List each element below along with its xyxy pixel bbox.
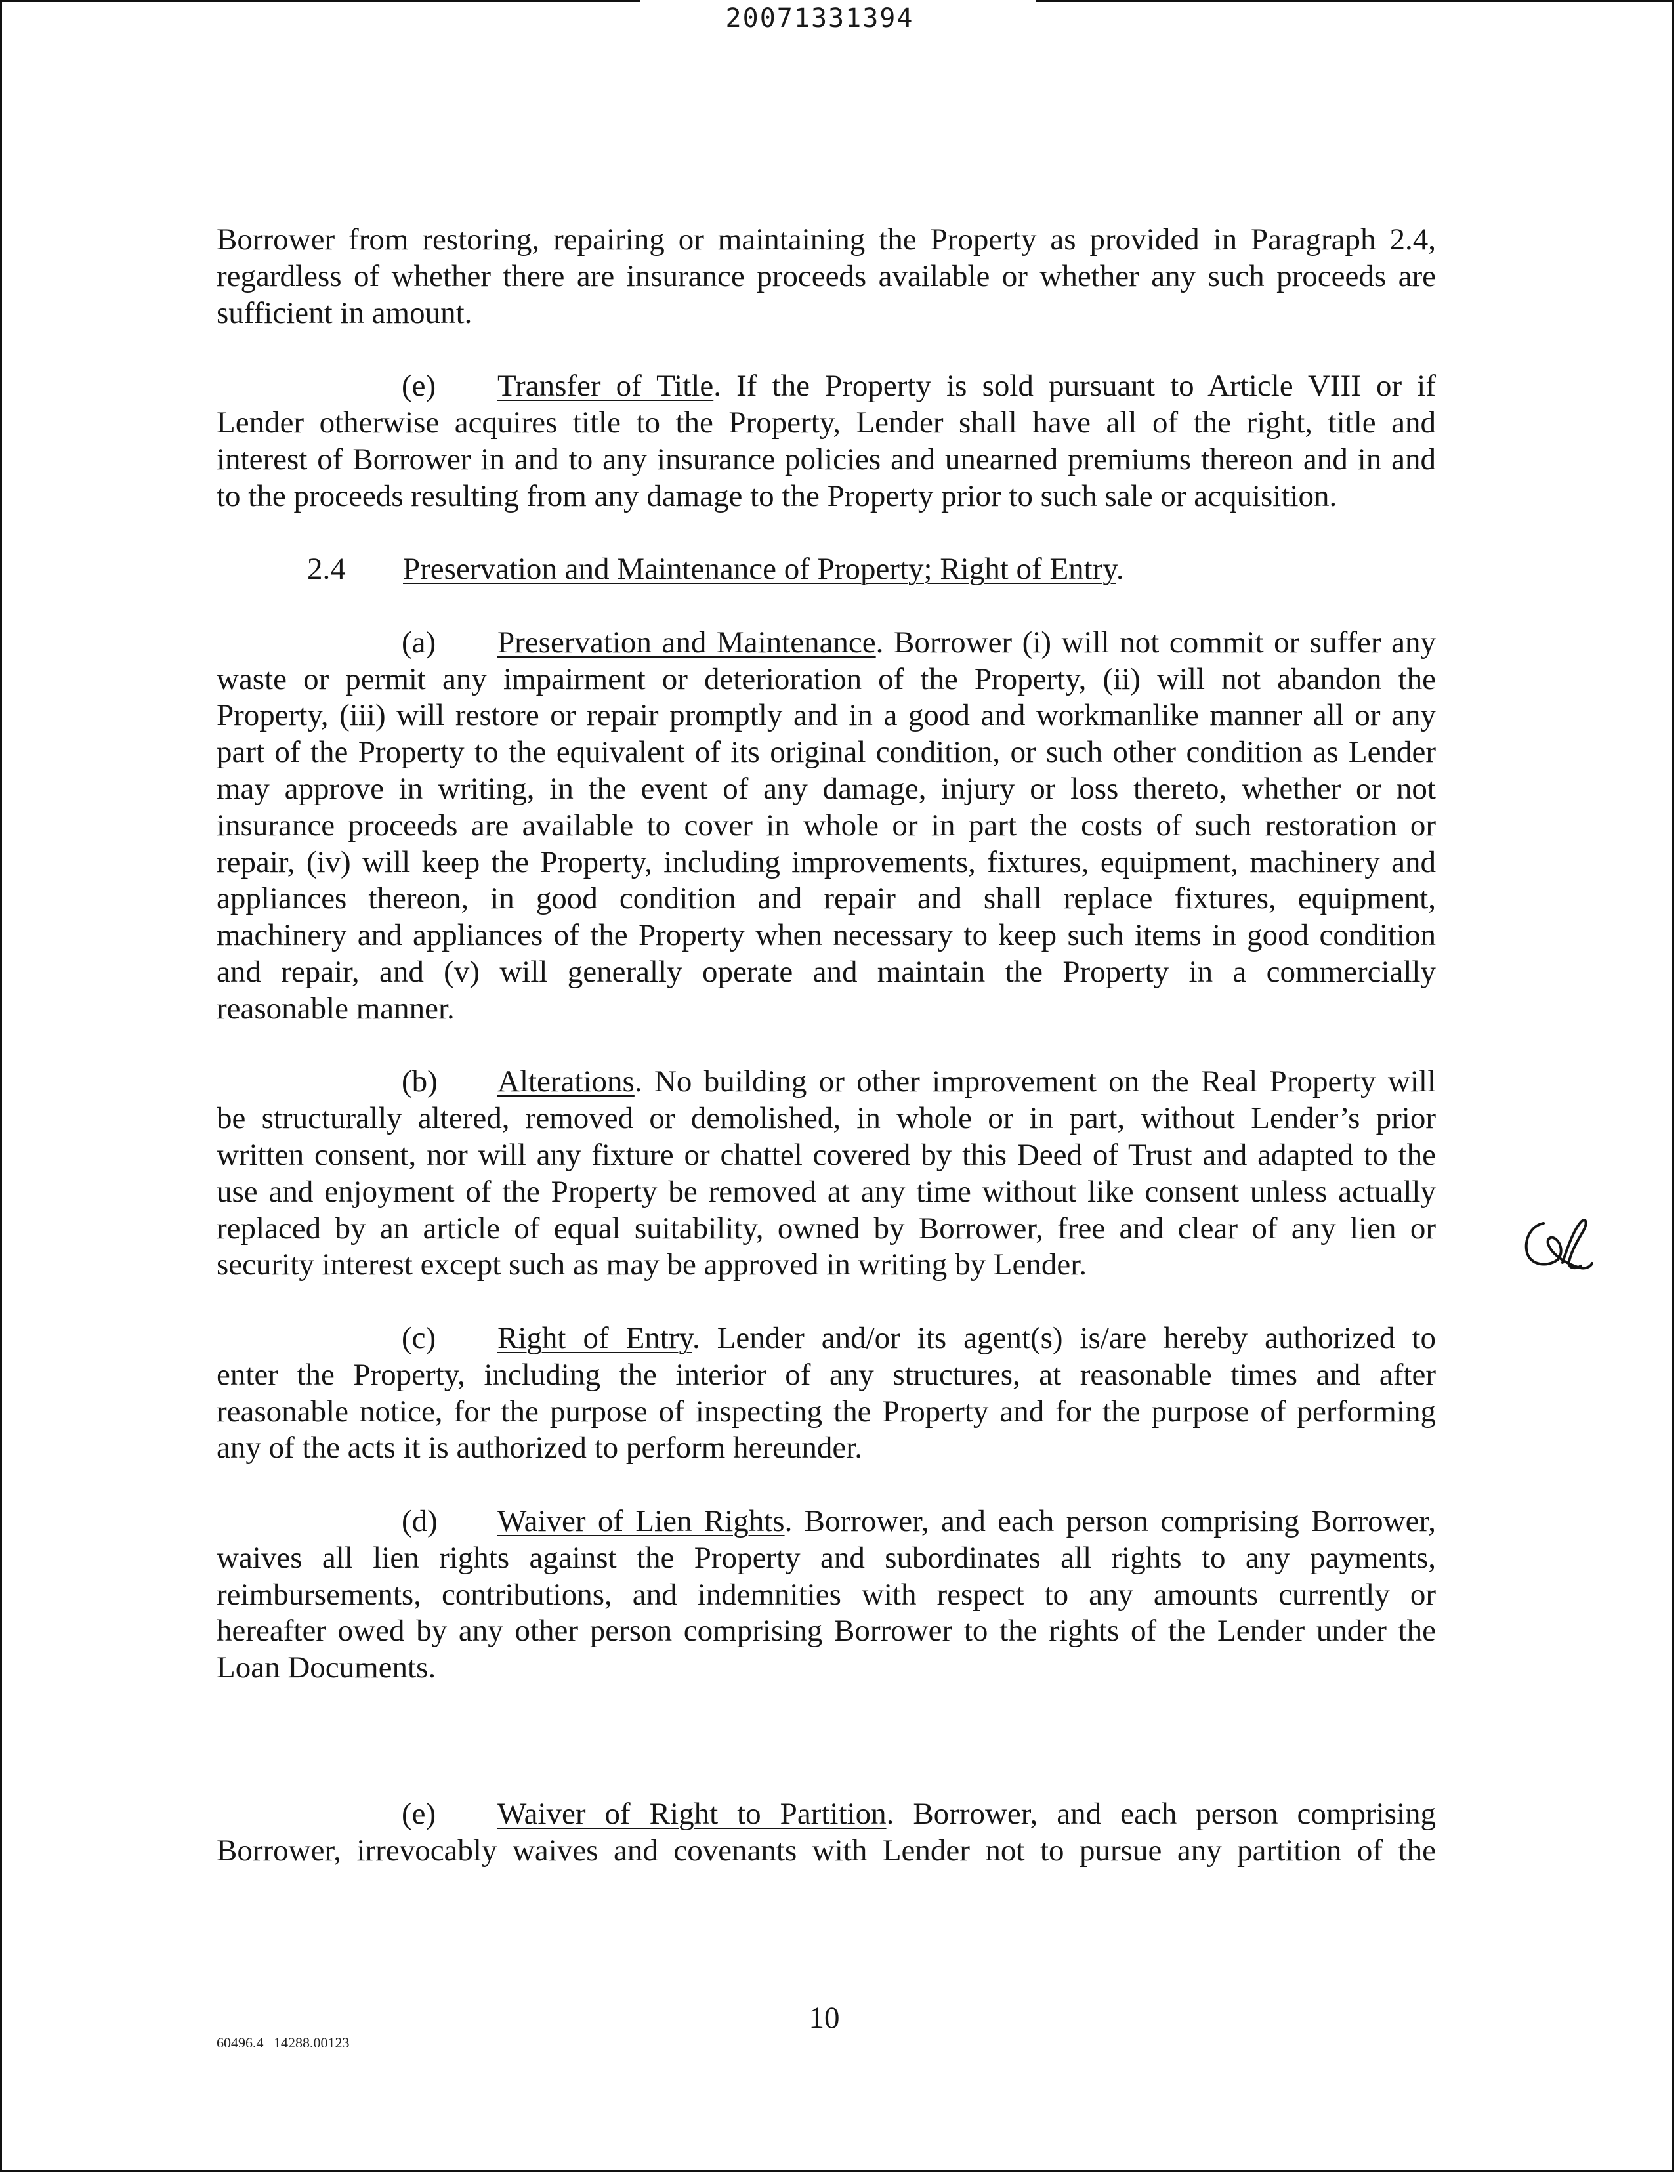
subsection-heading: Waiver of Lien Rights	[497, 1504, 785, 1538]
recording-number: 20071331394	[725, 3, 914, 33]
text-line: and repair, and (v) will generally operate and maintain the Property in a commercially	[217, 954, 1436, 989]
text-line: sufficient in amount.	[217, 295, 472, 330]
subsection-label: (b)	[402, 1064, 438, 1099]
text-line: Borrower, irrevocably waives and covenants with Lender not to pursue any partition of the	[217, 1834, 1436, 1868]
text-line	[217, 625, 1436, 662]
text-line: machinery and appliances of the Property when necessary to keep such items in good condition	[217, 918, 1436, 953]
section-number: 2.4	[307, 552, 346, 587]
paragraph-alterations	[217, 1064, 1436, 1284]
subsection-label: (e)	[402, 1797, 436, 1832]
text-line: waste or permit any impairment or deterioration of the Property, (ii) will not abandon the	[217, 662, 1436, 696]
subsection-label: (d)	[402, 1504, 438, 1538]
text-run: . Borrower, and each person comprising	[886, 1797, 1436, 1832]
paragraph-preservation-and-maintenance	[217, 625, 1436, 1028]
text-line: be structurally altered, removed or demolished, in whole or in part, without Lender’s prior	[217, 1101, 1436, 1136]
text-line: Borrower from restoring, repairing or maintaining the Property as provided in Paragraph 2.4,	[217, 222, 1436, 257]
frame-right-rule	[1672, 0, 1674, 2172]
subsection-label: (e)	[402, 369, 436, 404]
paragraph-waiver-of-right-to-partition	[217, 1796, 1436, 1870]
text-line: security interest except such as may be approved in writing by Lender.	[217, 1248, 1087, 1282]
document-reference: 60496.4 14288.00123	[217, 2034, 350, 2051]
text-line: repair, (iv) will keep the Property, including improvements, fixtures, equipment, machinery and	[217, 845, 1436, 879]
text-run: . Lender and/or its agent(s) is/are hereby authorized to	[692, 1321, 1436, 1355]
page-number: 10	[808, 2001, 840, 2035]
text-run: . Borrower (i) will not commit or suffer any	[875, 625, 1436, 660]
text-line	[217, 1503, 1436, 1540]
section-heading: Preservation and Maintenance of Property; Right of Entry	[403, 552, 1116, 587]
paragraph-waiver-of-lien-rights	[217, 1503, 1436, 1687]
text-line: part of the Property to the equivalent of its original condition, or such other condition as Lender	[217, 735, 1436, 770]
text-run: . If the Property is sold pursuant to Article VIII or if	[713, 369, 1436, 404]
frame-left-rule	[0, 0, 2, 2172]
section-2-4-heading	[217, 551, 1436, 588]
text-line	[217, 368, 1436, 405]
text-line: to the proceeds resulting from any damage to the Property prior to such sale or acquisition.	[217, 478, 1337, 513]
text-run: . Borrower, and each person comprising Borrower,	[784, 1504, 1436, 1538]
text-run: . No building or other improvement on the Real Property will	[634, 1064, 1436, 1099]
handwritten-initials	[1521, 1215, 1595, 1273]
text-line	[217, 551, 1436, 588]
subsection-label: (c)	[402, 1321, 436, 1355]
frame-top-left-rule	[0, 0, 640, 2]
paragraph-transfer-of-title	[217, 368, 1436, 514]
text-line: any of the acts it is authorized to perform hereunder.	[217, 1431, 863, 1465]
text-line: enter the Property, including the interior of any structures, at reasonable times and after	[217, 1357, 1436, 1392]
frame-bottom-rule	[0, 2170, 1674, 2172]
text-line: Loan Documents.	[217, 1650, 436, 1685]
text-run: .	[1116, 552, 1124, 587]
paragraph-right-of-entry	[217, 1320, 1436, 1467]
text-line	[217, 1064, 1436, 1101]
subsection-heading: Waiver of Right to Partition	[497, 1797, 887, 1832]
document-body	[217, 222, 1436, 1876]
subsection-heading: Transfer of Title	[497, 369, 714, 404]
text-line	[217, 1320, 1436, 1357]
text-line: may approve in writing, in the event of any damage, injury or loss thereto, whether or not	[217, 771, 1436, 806]
text-line: reimbursements, contributions, and indemnities with respect to any amounts currently or	[217, 1577, 1436, 1612]
text-line: insurance proceeds are available to cover in whole or in part the costs of such restoration or	[217, 808, 1436, 843]
text-line: regardless of whether there are insurance proceeds available or whether any such proceeds are	[217, 259, 1436, 293]
paragraph-continuation	[217, 222, 1436, 331]
text-line: written consent, nor will any fixture or chattel covered by this Deed of Trust and adapted to the	[217, 1137, 1436, 1172]
text-line: use and enjoyment of the Property be removed at any time without like consent unless actually	[217, 1174, 1436, 1209]
text-line: appliances thereon, in good condition and repair and shall replace fixtures, equipment,	[217, 881, 1436, 916]
subsection-heading: Alterations	[497, 1064, 635, 1099]
text-line: waives all lien rights against the Property and subordinates all rights to any payments,	[217, 1540, 1436, 1575]
frame-top-right-rule	[1036, 0, 1674, 2]
text-line: replaced by an article of equal suitability, owned by Borrower, free and clear of any lien or	[217, 1211, 1436, 1246]
text-line	[217, 1796, 1436, 1833]
subsection-heading: Preservation and Maintenance	[497, 625, 876, 660]
text-line: interest of Borrower in and to any insurance policies and unearned premiums thereon and in and	[217, 442, 1436, 476]
subsection-heading: Right of Entry	[497, 1321, 692, 1355]
subsection-label: (a)	[402, 625, 436, 660]
text-line: Property, (iii) will restore or repair promptly and in a good and workmanlike manner all or any	[217, 698, 1436, 733]
text-line: reasonable notice, for the purpose of inspecting the Property and for the purpose of performing	[217, 1394, 1436, 1429]
text-line: hereafter owed by any other person comprising Borrower to the rights of the Lender under the	[217, 1614, 1436, 1648]
text-line: reasonable manner.	[217, 991, 455, 1026]
text-line: Lender otherwise acquires title to the Property, Lender shall have all of the right, title and	[217, 405, 1436, 440]
